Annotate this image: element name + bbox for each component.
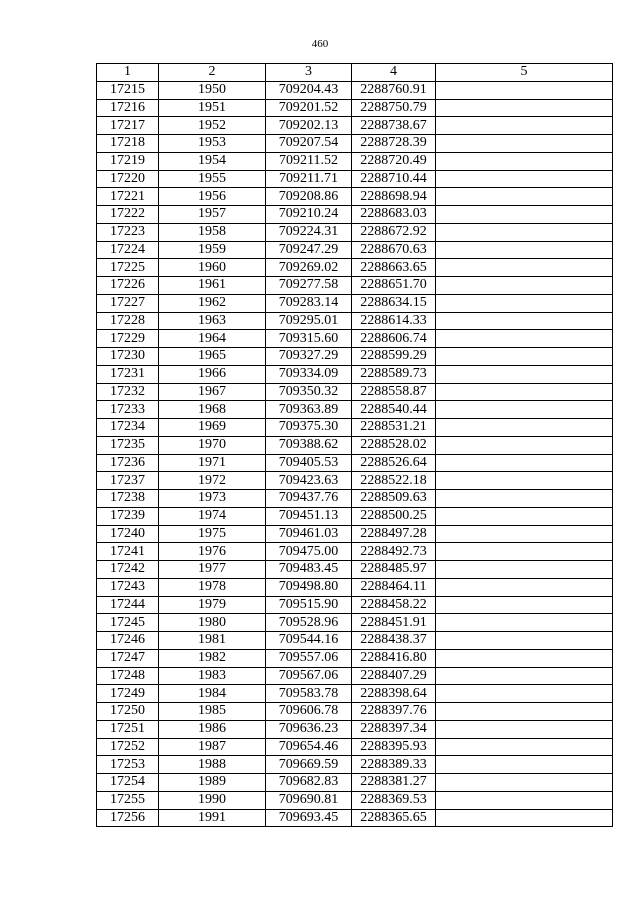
y-coordinate-cell: 2288683.03 — [352, 206, 436, 224]
sequence-cell: 1982 — [159, 649, 266, 667]
x-coordinate-cell: 709211.52 — [266, 152, 352, 170]
x-coordinate-cell: 709682.83 — [266, 774, 352, 792]
note-cell — [436, 117, 613, 135]
point-number-cell: 17256 — [97, 809, 159, 827]
table-row — [97, 188, 613, 206]
y-coordinate-cell: 2288651.70 — [352, 277, 436, 295]
note-cell — [436, 206, 613, 224]
table-row — [97, 330, 613, 348]
table-row — [97, 596, 613, 614]
y-coordinate-cell: 2288438.37 — [352, 632, 436, 650]
table-row — [97, 685, 613, 703]
y-coordinate-cell: 2288500.25 — [352, 507, 436, 525]
sequence-cell: 1979 — [159, 596, 266, 614]
x-coordinate-cell: 709544.16 — [266, 632, 352, 650]
sequence-cell: 1974 — [159, 507, 266, 525]
sequence-cell: 1957 — [159, 206, 266, 224]
table-row — [97, 312, 613, 330]
y-coordinate-cell: 2288558.87 — [352, 383, 436, 401]
x-coordinate-cell: 709224.31 — [266, 223, 352, 241]
point-number-cell: 17222 — [97, 206, 159, 224]
table-row — [97, 472, 613, 490]
y-coordinate-cell: 2288663.65 — [352, 259, 436, 277]
point-number-cell: 17243 — [97, 578, 159, 596]
x-coordinate-cell: 709350.32 — [266, 383, 352, 401]
sequence-cell: 1989 — [159, 774, 266, 792]
sequence-cell: 1988 — [159, 756, 266, 774]
y-coordinate-cell: 2288381.27 — [352, 774, 436, 792]
point-number-cell: 17239 — [97, 507, 159, 525]
table-row — [97, 223, 613, 241]
point-number-cell: 17253 — [97, 756, 159, 774]
table-row — [97, 99, 613, 117]
table-row — [97, 809, 613, 827]
point-number-cell: 17227 — [97, 294, 159, 312]
x-coordinate-cell: 709423.63 — [266, 472, 352, 490]
x-coordinate-cell: 709437.76 — [266, 490, 352, 508]
note-cell — [436, 419, 613, 437]
point-number-cell: 17226 — [97, 277, 159, 295]
table-row — [97, 419, 613, 437]
table-row — [97, 401, 613, 419]
sequence-cell: 1970 — [159, 436, 266, 454]
y-coordinate-cell: 2288369.53 — [352, 791, 436, 809]
note-cell — [436, 507, 613, 525]
y-coordinate-cell: 2288497.28 — [352, 525, 436, 543]
note-cell — [436, 365, 613, 383]
header-row — [97, 64, 613, 82]
table-row — [97, 632, 613, 650]
x-coordinate-cell: 709515.90 — [266, 596, 352, 614]
point-number-cell: 17247 — [97, 649, 159, 667]
note-cell — [436, 596, 613, 614]
note-cell — [436, 312, 613, 330]
note-cell — [436, 81, 613, 99]
point-number-cell: 17246 — [97, 632, 159, 650]
table-row — [97, 348, 613, 366]
x-coordinate-cell: 709208.86 — [266, 188, 352, 206]
table-row — [97, 490, 613, 508]
point-number-cell: 17251 — [97, 720, 159, 738]
x-coordinate-cell: 709528.96 — [266, 614, 352, 632]
note-cell — [436, 561, 613, 579]
point-number-cell: 17223 — [97, 223, 159, 241]
note-cell — [436, 649, 613, 667]
point-number-cell: 17234 — [97, 419, 159, 437]
note-cell — [436, 703, 613, 721]
y-coordinate-cell: 2288672.92 — [352, 223, 436, 241]
note-cell — [436, 685, 613, 703]
x-coordinate-cell: 709210.24 — [266, 206, 352, 224]
table-row — [97, 791, 613, 809]
note-cell — [436, 259, 613, 277]
table-row — [97, 525, 613, 543]
y-coordinate-cell: 2288720.49 — [352, 152, 436, 170]
sequence-cell: 1965 — [159, 348, 266, 366]
y-coordinate-cell: 2288389.33 — [352, 756, 436, 774]
note-cell — [436, 436, 613, 454]
note-cell — [436, 543, 613, 561]
point-number-cell: 17232 — [97, 383, 159, 401]
y-coordinate-cell: 2288398.64 — [352, 685, 436, 703]
point-number-cell: 17235 — [97, 436, 159, 454]
y-coordinate-cell: 2288485.97 — [352, 561, 436, 579]
y-coordinate-cell: 2288492.73 — [352, 543, 436, 561]
y-coordinate-cell: 2288710.44 — [352, 170, 436, 188]
point-number-cell: 17215 — [97, 81, 159, 99]
x-coordinate-cell: 709690.81 — [266, 791, 352, 809]
x-coordinate-cell: 709315.60 — [266, 330, 352, 348]
note-cell — [436, 135, 613, 153]
note-cell — [436, 152, 613, 170]
sequence-cell: 1968 — [159, 401, 266, 419]
note-cell — [436, 614, 613, 632]
point-number-cell: 17217 — [97, 117, 159, 135]
sequence-cell: 1956 — [159, 188, 266, 206]
y-coordinate-cell: 2288522.18 — [352, 472, 436, 490]
x-coordinate-cell: 709636.23 — [266, 720, 352, 738]
note-cell — [436, 525, 613, 543]
point-number-cell: 17218 — [97, 135, 159, 153]
y-coordinate-cell: 2288416.80 — [352, 649, 436, 667]
note-cell — [436, 756, 613, 774]
sequence-cell: 1964 — [159, 330, 266, 348]
note-cell — [436, 277, 613, 295]
point-number-cell: 17245 — [97, 614, 159, 632]
table-row — [97, 117, 613, 135]
sequence-cell: 1976 — [159, 543, 266, 561]
coordinates-table — [96, 63, 613, 827]
x-coordinate-cell: 709451.13 — [266, 507, 352, 525]
sequence-cell: 1966 — [159, 365, 266, 383]
point-number-cell: 17237 — [97, 472, 159, 490]
sequence-cell: 1984 — [159, 685, 266, 703]
x-coordinate-cell: 709283.14 — [266, 294, 352, 312]
point-number-cell: 17233 — [97, 401, 159, 419]
x-coordinate-cell: 709327.29 — [266, 348, 352, 366]
x-coordinate-cell: 709375.30 — [266, 419, 352, 437]
table-row — [97, 774, 613, 792]
table-row — [97, 294, 613, 312]
x-coordinate-cell: 709211.71 — [266, 170, 352, 188]
sequence-cell: 1983 — [159, 667, 266, 685]
table-row — [97, 578, 613, 596]
y-coordinate-cell: 2288728.39 — [352, 135, 436, 153]
note-cell — [436, 188, 613, 206]
x-coordinate-cell: 709557.06 — [266, 649, 352, 667]
point-number-cell: 17236 — [97, 454, 159, 472]
table-row — [97, 507, 613, 525]
table-row — [97, 614, 613, 632]
table-row — [97, 152, 613, 170]
note-cell — [436, 578, 613, 596]
point-number-cell: 17249 — [97, 685, 159, 703]
point-number-cell: 17254 — [97, 774, 159, 792]
table-row — [97, 277, 613, 295]
y-coordinate-cell: 2288397.76 — [352, 703, 436, 721]
sequence-cell: 1950 — [159, 81, 266, 99]
x-coordinate-cell: 709669.59 — [266, 756, 352, 774]
sequence-cell: 1972 — [159, 472, 266, 490]
x-coordinate-cell: 709247.29 — [266, 241, 352, 259]
sequence-cell: 1958 — [159, 223, 266, 241]
x-coordinate-cell: 709606.78 — [266, 703, 352, 721]
note-cell — [436, 809, 613, 827]
point-number-cell: 17244 — [97, 596, 159, 614]
point-number-cell: 17248 — [97, 667, 159, 685]
sequence-cell: 1952 — [159, 117, 266, 135]
table-header — [97, 64, 613, 82]
table-row — [97, 436, 613, 454]
table-row — [97, 543, 613, 561]
point-number-cell: 17238 — [97, 490, 159, 508]
x-coordinate-cell: 709388.62 — [266, 436, 352, 454]
note-cell — [436, 294, 613, 312]
y-coordinate-cell: 2288395.93 — [352, 738, 436, 756]
sequence-cell: 1954 — [159, 152, 266, 170]
x-coordinate-cell: 709363.89 — [266, 401, 352, 419]
x-coordinate-cell: 709583.78 — [266, 685, 352, 703]
y-coordinate-cell: 2288531.21 — [352, 419, 436, 437]
sequence-cell: 1967 — [159, 383, 266, 401]
x-coordinate-cell: 709334.09 — [266, 365, 352, 383]
y-coordinate-cell: 2288540.44 — [352, 401, 436, 419]
note-cell — [436, 454, 613, 472]
point-number-cell: 17242 — [97, 561, 159, 579]
y-coordinate-cell: 2288528.02 — [352, 436, 436, 454]
point-number-cell: 17241 — [97, 543, 159, 561]
x-coordinate-cell: 709201.52 — [266, 99, 352, 117]
table-row — [97, 383, 613, 401]
x-coordinate-cell: 709475.00 — [266, 543, 352, 561]
x-coordinate-cell: 709295.01 — [266, 312, 352, 330]
sequence-cell: 1960 — [159, 259, 266, 277]
sequence-cell: 1963 — [159, 312, 266, 330]
column-header-3: 3 — [266, 64, 352, 82]
y-coordinate-cell: 2288670.63 — [352, 241, 436, 259]
point-number-cell: 17255 — [97, 791, 159, 809]
table-row — [97, 720, 613, 738]
y-coordinate-cell: 2288614.33 — [352, 312, 436, 330]
table-row — [97, 170, 613, 188]
column-header-1: 1 — [97, 64, 159, 82]
sequence-cell: 1955 — [159, 170, 266, 188]
table-row — [97, 738, 613, 756]
sequence-cell: 1969 — [159, 419, 266, 437]
x-coordinate-cell: 709498.80 — [266, 578, 352, 596]
sequence-cell: 1985 — [159, 703, 266, 721]
point-number-cell: 17220 — [97, 170, 159, 188]
note-cell — [436, 170, 613, 188]
note-cell — [436, 99, 613, 117]
page-number: 460 — [311, 38, 329, 50]
table-row — [97, 667, 613, 685]
y-coordinate-cell: 2288634.15 — [352, 294, 436, 312]
table-row — [97, 365, 613, 383]
column-header-4: 4 — [352, 64, 436, 82]
point-number-cell: 17216 — [97, 99, 159, 117]
table-row — [97, 135, 613, 153]
note-cell — [436, 720, 613, 738]
note-cell — [436, 241, 613, 259]
sequence-cell: 1961 — [159, 277, 266, 295]
x-coordinate-cell: 709277.58 — [266, 277, 352, 295]
table-row — [97, 259, 613, 277]
y-coordinate-cell: 2288760.91 — [352, 81, 436, 99]
table-row — [97, 703, 613, 721]
point-number-cell: 17252 — [97, 738, 159, 756]
y-coordinate-cell: 2288407.29 — [352, 667, 436, 685]
point-number-cell: 17230 — [97, 348, 159, 366]
note-cell — [436, 401, 613, 419]
point-number-cell: 17231 — [97, 365, 159, 383]
y-coordinate-cell: 2288599.29 — [352, 348, 436, 366]
y-coordinate-cell: 2288509.63 — [352, 490, 436, 508]
table-row — [97, 561, 613, 579]
sequence-cell: 1951 — [159, 99, 266, 117]
table-row — [97, 206, 613, 224]
y-coordinate-cell: 2288464.11 — [352, 578, 436, 596]
sequence-cell: 1973 — [159, 490, 266, 508]
x-coordinate-cell: 709483.45 — [266, 561, 352, 579]
y-coordinate-cell: 2288526.64 — [352, 454, 436, 472]
sequence-cell: 1975 — [159, 525, 266, 543]
point-number-cell: 17224 — [97, 241, 159, 259]
x-coordinate-cell: 709204.43 — [266, 81, 352, 99]
sequence-cell: 1980 — [159, 614, 266, 632]
point-number-cell: 17240 — [97, 525, 159, 543]
sequence-cell: 1986 — [159, 720, 266, 738]
y-coordinate-cell: 2288458.22 — [352, 596, 436, 614]
table-row — [97, 454, 613, 472]
sequence-cell: 1978 — [159, 578, 266, 596]
sequence-cell: 1962 — [159, 294, 266, 312]
table-row — [97, 81, 613, 99]
y-coordinate-cell: 2288451.91 — [352, 614, 436, 632]
note-cell — [436, 223, 613, 241]
note-cell — [436, 383, 613, 401]
sequence-cell: 1981 — [159, 632, 266, 650]
x-coordinate-cell: 709461.03 — [266, 525, 352, 543]
y-coordinate-cell: 2288606.74 — [352, 330, 436, 348]
point-number-cell: 17229 — [97, 330, 159, 348]
table-row — [97, 756, 613, 774]
y-coordinate-cell: 2288750.79 — [352, 99, 436, 117]
x-coordinate-cell: 709207.54 — [266, 135, 352, 153]
note-cell — [436, 791, 613, 809]
note-cell — [436, 632, 613, 650]
note-cell — [436, 348, 613, 366]
x-coordinate-cell: 709654.46 — [266, 738, 352, 756]
point-number-cell: 17228 — [97, 312, 159, 330]
y-coordinate-cell: 2288698.94 — [352, 188, 436, 206]
column-header-5: 5 — [436, 64, 613, 82]
sequence-cell: 1987 — [159, 738, 266, 756]
x-coordinate-cell: 709269.02 — [266, 259, 352, 277]
note-cell — [436, 472, 613, 490]
sequence-cell: 1977 — [159, 561, 266, 579]
y-coordinate-cell: 2288589.73 — [352, 365, 436, 383]
point-number-cell: 17250 — [97, 703, 159, 721]
sequence-cell: 1959 — [159, 241, 266, 259]
x-coordinate-cell: 709405.53 — [266, 454, 352, 472]
sequence-cell: 1991 — [159, 809, 266, 827]
x-coordinate-cell: 709567.06 — [266, 667, 352, 685]
note-cell — [436, 774, 613, 792]
y-coordinate-cell: 2288738.67 — [352, 117, 436, 135]
sequence-cell: 1971 — [159, 454, 266, 472]
note-cell — [436, 738, 613, 756]
table-row — [97, 649, 613, 667]
x-coordinate-cell: 709202.13 — [266, 117, 352, 135]
y-coordinate-cell: 2288365.65 — [352, 809, 436, 827]
sequence-cell: 1953 — [159, 135, 266, 153]
note-cell — [436, 667, 613, 685]
point-number-cell: 17221 — [97, 188, 159, 206]
table-body — [97, 81, 613, 827]
point-number-cell: 17225 — [97, 259, 159, 277]
table-row — [97, 241, 613, 259]
point-number-cell: 17219 — [97, 152, 159, 170]
note-cell — [436, 490, 613, 508]
y-coordinate-cell: 2288397.34 — [352, 720, 436, 738]
sequence-cell: 1990 — [159, 791, 266, 809]
x-coordinate-cell: 709693.45 — [266, 809, 352, 827]
column-header-2: 2 — [159, 64, 266, 82]
note-cell — [436, 330, 613, 348]
